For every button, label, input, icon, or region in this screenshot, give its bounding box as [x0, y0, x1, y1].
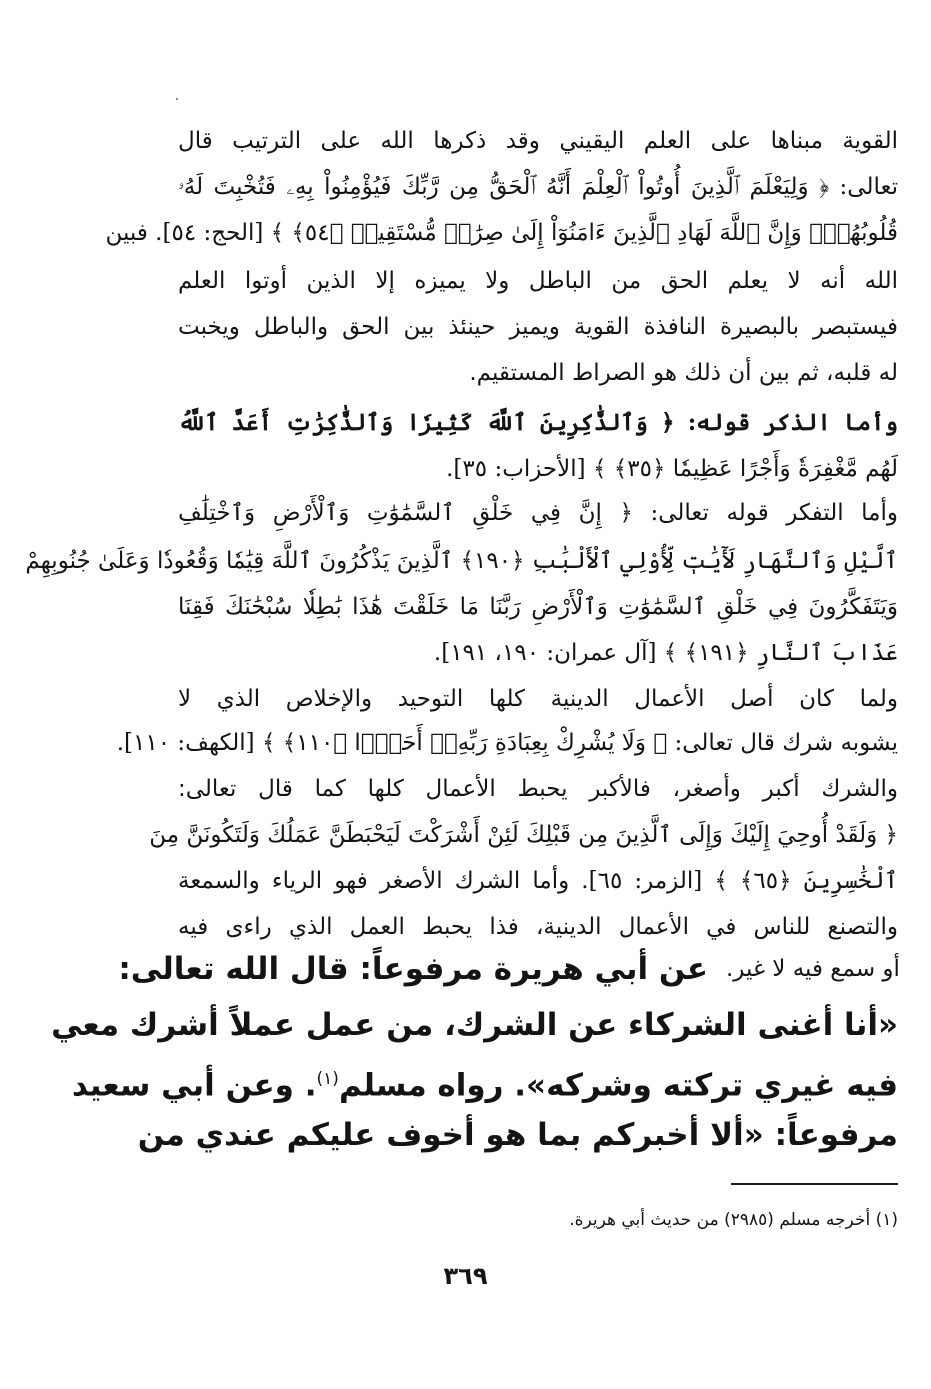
text-line-4: الله أنه لا يعلم الحق من الباطل ولا يميزه إلا الذين أوتوا العلم [178, 268, 898, 294]
text-line-14: يشوبه شرك قال تعالى: ﴿ وَلَا يُشْرِكْ بِعِبَادَةِ رَبِّهِۦٓ أَحَدَۢا ﴿١١٠﴾ ﴾ [الكهف: ١١٠]. [116, 730, 898, 756]
hadith-line-4: مرفوعاً: «ألا أخبركم بما هو أخوف عليكم عندي من [137, 1117, 898, 1153]
hadith-line-1: عن أبي هريرة مرفوعاً: قال الله تعالى: [118, 951, 708, 987]
text-line-2: تعالى: ﴿ وَلِيَعْلَمَ ٱلَّذِينَ أُوتُواْ ٱلْعِلْمَ أَنَّهُ ٱلْحَقُّ مِن رَّبِّكَ فَيُؤْمِنُواْ بِهِۦ فَتُخْبِتَ لَهُۥ [178, 174, 898, 200]
text-line-16: ﴿ وَلَقَدْ أُوحِيَ إِلَيْكَ وَإِلَى ٱلَّذِينَ مِن قَبْلِكَ لَئِنْ أَشْرَكْتَ لَيَحْبَطَنَّ عَمَلُكَ وَلَتَكُونَنَّ مِنَ [149, 822, 898, 848]
text-line-17: ٱلْخَٰسِرِينَ ﴿٦٥﴾ ﴾ [الزمر: ٦٥]. وأما الشرك الأصغر فهو الرياء والسمعة [178, 868, 898, 894]
footnote-ref: (١) [316, 1069, 339, 1089]
text-line-8: لَهُم مَّغْفِرَةٗ وَأَجْرًا عَظِيمٗا ﴿٣٥﴾ ﴾ [الأحزاب: ٣٥]. [446, 456, 898, 482]
hadith-line-2: «أنا أغنى الشركاء عن الشرك، من عمل عملاً أشرك معي [51, 1007, 898, 1043]
text-line-3: قُلُوبُهُمْۗ وَإِنَّ ٱللَّهَ لَهَادِ ٱلَّذِينَ ءَامَنُوٓاْ إِلَىٰ صِرَٰطٖ مُّسْتَقِيمٖ ﴿٥٤﴾ ﴾ [الحج: ٥٤]. فبين [105, 220, 898, 246]
text-line-6: له قلبه، ثم بين أن ذلك هو الصراط المستقيم. [469, 360, 898, 386]
hadith-line-3-text: فيه غيري تركته وشركه». رواه مسلم [338, 1067, 898, 1104]
hadith-line-3 [71, 1050, 898, 1108]
text-line-5: فيستبصر بالبصيرة النافذة القوية ويميز حينئذ بين الحق والباطل ويخبت [178, 314, 898, 340]
text-line-12: عَذَابَ ٱلنَّارِ ﴿١٩١﴾ ﴾ [آل عمران: ١٩٠، ١٩١]. [433, 640, 898, 666]
footnote-text: (١) أخرجه مسلم (٢٩٨٥) من حديث أبي هريرة. [569, 1210, 898, 1230]
text-line-18: والتصنع للناس في الأعمال الدينية، فذا يحبط العمل الذي راءى فيه [178, 914, 898, 940]
scan-speck [176, 98, 178, 100]
page-body [25, 118, 900, 1278]
text-line-10: ٱلَّيْلِ وَٱلنَّهَارِ لَأٓيَٰتٖ لِّأُوْلِي ٱلْأَلْبَٰبِ ﴿١٩٠﴾ ٱلَّذِينَ يَذْكُرُونَ ٱللَّهَ قِيَٰمٗا وَقُعُودٗا وَعَلَىٰ جُنُوبِهِمْ [25, 548, 898, 574]
text-line-15: والشرك أكبر وأصغر، فالأكبر يحبط الأعمال كلها كما قال تعالى: [178, 776, 898, 802]
text-line-19: أو سمع فيه لا غير. [726, 956, 900, 982]
text-line-7: وأما الذكر قوله: ﴿ وَٱلذَّٰكِرِينَ ٱللَّهَ كَثِيرٗا وَٱلذَّٰكِرَٰتِ أَعَدَّ ٱللَّهُ [178, 409, 898, 436]
text-line-9: وأما التفكر قوله تعالى: ﴿ إِنَّ فِي خَلْقِ ٱلسَّمَٰوَٰتِ وَٱلْأَرْضِ وَٱخْتِلَٰفِ [178, 500, 898, 526]
page-number: ٣٦٩ [443, 1262, 488, 1290]
footnote-separator [731, 1183, 898, 1185]
hadith-line-3-tail: . وعن أبي سعيد [71, 1067, 317, 1104]
text-line-1: القوية مبناها على العلم اليقيني وقد ذكرها الله على الترتيب قال [178, 128, 898, 154]
text-line-13: ولما كان أصل الأعمال الدينية كلها التوحيد والإخلاص الذي لا [178, 686, 898, 712]
text-line-11: وَيَتَفَكَّرُونَ فِي خَلْقِ ٱلسَّمَٰوَٰتِ وَٱلْأَرْضِ رَبَّنَا مَا خَلَقْتَ هَٰذَا بَٰطِلٗا سُبْحَٰنَكَ فَقِنَا [178, 594, 898, 620]
